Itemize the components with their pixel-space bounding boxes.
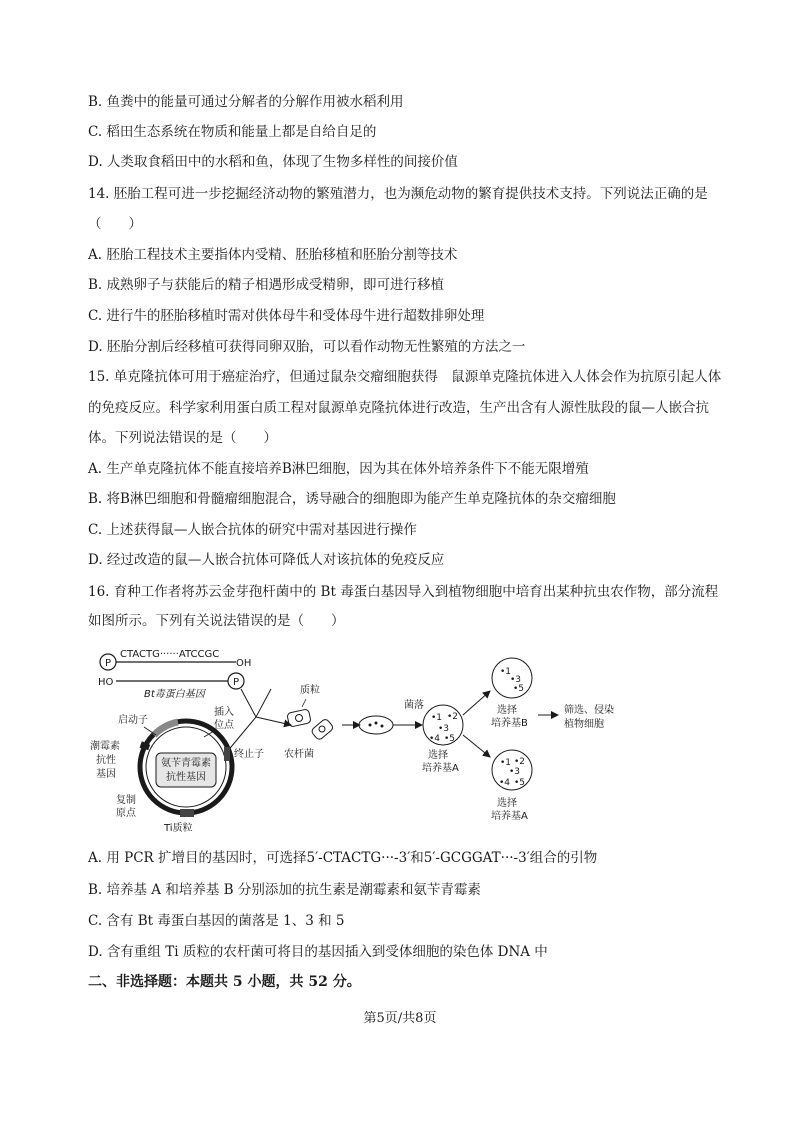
q14-stem-line2: （ ） — [88, 216, 142, 232]
q15-stem-line1: 15. 单克隆抗体可用于癌症治疗，但通过鼠杂交瘤细胞获得 鼠源单克隆抗体进入人体会作为抗原引起人体 — [88, 369, 722, 385]
screen-label-1: 筛选、侵染 — [564, 705, 614, 716]
q16-stem-line2: 如图所示。下列有关说法错误的是（ ） — [88, 613, 345, 629]
plate-b-top-num-1: •1 — [500, 667, 512, 677]
plate-a-select: 选择 — [428, 750, 448, 761]
ori-label-2: 原点 — [116, 808, 136, 819]
plate-b-top-num-3: •3 — [510, 675, 522, 685]
plate-a-num-3: •3 — [438, 724, 450, 734]
ho-label: HO — [98, 677, 114, 688]
sequence-top: CTACTG······ATCCGC — [120, 649, 220, 660]
plasmid-cell-2 — [310, 718, 334, 741]
oh-label: OH — [236, 658, 252, 669]
insertion-label-2: 位点 — [214, 720, 234, 731]
terminator-block — [224, 747, 230, 761]
q16-option-c: C. 含有 Bt 毒蛋白基因的菌落是 1、3 和 5 — [88, 913, 345, 929]
plasmid-label: 质粒 — [300, 685, 320, 696]
p-label-bottom: P — [232, 677, 240, 688]
q15-option-d: D. 经过改造的鼠—人嵌合抗体可降低人对该抗体的免疫反应 — [88, 552, 445, 568]
section-heading: 二、非选择题：本题共 5 小题，共 52 分。 — [88, 974, 361, 990]
page-footer: 第5页/共8页 — [363, 1011, 437, 1026]
agrobacterium-group — [284, 683, 334, 760]
ti-plasmid-label: Ti质粒 — [164, 823, 193, 834]
plate-a-replica-num-3: •3 — [509, 767, 521, 777]
q15-option-c: C. 上述获得鼠—人嵌合抗体的研究中需对基因进行操作 — [88, 522, 417, 538]
q15-stem-line3: 体。下列说法错误的是（ ） — [88, 430, 277, 446]
q14-option-c: C. 进行牛的胚胎移植时需对供体母牛和受体母牛进行超数排卵处理 — [88, 308, 485, 324]
terminator-label: 终止子 — [234, 749, 264, 760]
q16-stem-line1: 16. 育种工作者将苏云金芽孢杆菌中的 Bt 毒蛋白基因导入到植物细胞中培育出某种抗虫农作物，部分流程 — [88, 584, 719, 600]
plate-a-num-2: •2 — [447, 712, 459, 722]
plate-a-replica-medium: 培养基A — [491, 811, 528, 822]
hyg-label-1: 潮霉素 — [90, 741, 120, 752]
culture-dish — [359, 716, 393, 734]
q15-stem-line2: 的免疫反应。科学家利用蛋白质工程对鼠源单克隆抗体进行改造，生产出含有人源性肽段的鼠—人嵌合抗 — [88, 400, 709, 416]
plate-b-top — [491, 658, 532, 729]
plate-a-replica-num-5: •5 — [514, 778, 526, 788]
plate-a-num-4: •4 — [429, 734, 441, 744]
plate-b-top-num-5: •5 — [513, 684, 525, 694]
q14-option-d: D. 胚胎分割后经移植可获得同卵双胎，可以看作动物无性繁殖的方法之一 — [88, 339, 526, 355]
colony-label: 菌落 — [404, 700, 424, 711]
screen-label-2: 植物细胞 — [564, 719, 604, 730]
ori-block — [180, 809, 194, 817]
plate-a-num-5: •5 — [444, 734, 456, 744]
ori-label-1: 复制 — [116, 795, 136, 806]
bt-gene — [98, 649, 251, 700]
agrobacterium-label: 农杆菌 — [284, 749, 314, 760]
bt-gene-label: Bt毒蛋白基因 — [144, 689, 205, 700]
plate-a-replica-num-4: •4 — [499, 778, 511, 788]
plate-a-replica-num-2: •2 — [514, 757, 526, 767]
hyg-label-2: 抗性 — [96, 755, 116, 766]
q15-option-b: B. 将B淋巴细胞和骨髓瘤细胞混合，诱导融合的细胞即为能产生单克隆抗体的杂交瘤细胞 — [88, 491, 616, 507]
amp-label-1: 氨苄青霉素 — [161, 758, 211, 769]
plate-a — [422, 705, 463, 774]
q16-option-a: A. 用 PCR 扩增目的基因时，可选择5′-CTACTG···-3′和5′-GCGGAT···-3′组合的引物 — [88, 850, 598, 866]
plate-a-medium: 培养基A — [422, 763, 459, 774]
plate-a-replica-select: 选择 — [497, 798, 517, 809]
hyg-label-3: 基因 — [96, 769, 116, 780]
q16-option-b: B. 培养基 A 和培养基 B 分别添加的抗生素是潮霉素和氨苄青霉素 — [88, 882, 481, 898]
plate-a-replica — [491, 750, 532, 822]
ti-plasmid — [140, 721, 232, 817]
q14-stem-line1: 14. 胚胎工程可进一步挖掘经济动物的繁殖潜力，也为濒危动物的繁育提供技术支持。下列说法正确的是 — [88, 186, 708, 202]
plate-b-top-select: 选择 — [497, 705, 517, 716]
q14-option-b: B. 成熟卵子与获能后的精子相遇形成受精卵，即可进行移植 — [88, 277, 445, 293]
q13-option-d: D. 人类取食稻田中的水稻和鱼，体现了生物多样性的间接价值 — [88, 154, 458, 170]
plate-b-top-medium: 培养基B — [491, 718, 528, 729]
q14-option-a: A. 胚胎工程技术主要指体内受精、胚胎移植和胚胎分割等技术 — [88, 247, 458, 263]
plate-a-replica-num-1: •1 — [500, 758, 512, 768]
q15-option-a: A. 生产单克隆抗体不能直接培养B淋巴细胞，因为其在体外培养条件下不能无限增殖 — [88, 461, 589, 477]
q13-option-b: B. 鱼粪中的能量可通过分解者的分解作用被水稻利用 — [88, 94, 404, 110]
q13-option-c: C. 稻田生态系统在物质和能量上都是自给自足的 — [88, 124, 377, 140]
amp-label-2: 抗性基因 — [166, 772, 206, 783]
promoter-label: 启动子 — [118, 715, 148, 726]
q16-option-d: D. 含有重组 Ti 质粒的农杆菌可将目的基因插入到受体细胞的染色体 DNA 中 — [88, 944, 548, 960]
p-label-top: P — [104, 658, 112, 669]
plate-a-num-1: •1 — [431, 713, 443, 723]
insertion-label-1: 插入 — [214, 707, 234, 718]
genetic-engineering-diagram — [86, 645, 686, 837]
